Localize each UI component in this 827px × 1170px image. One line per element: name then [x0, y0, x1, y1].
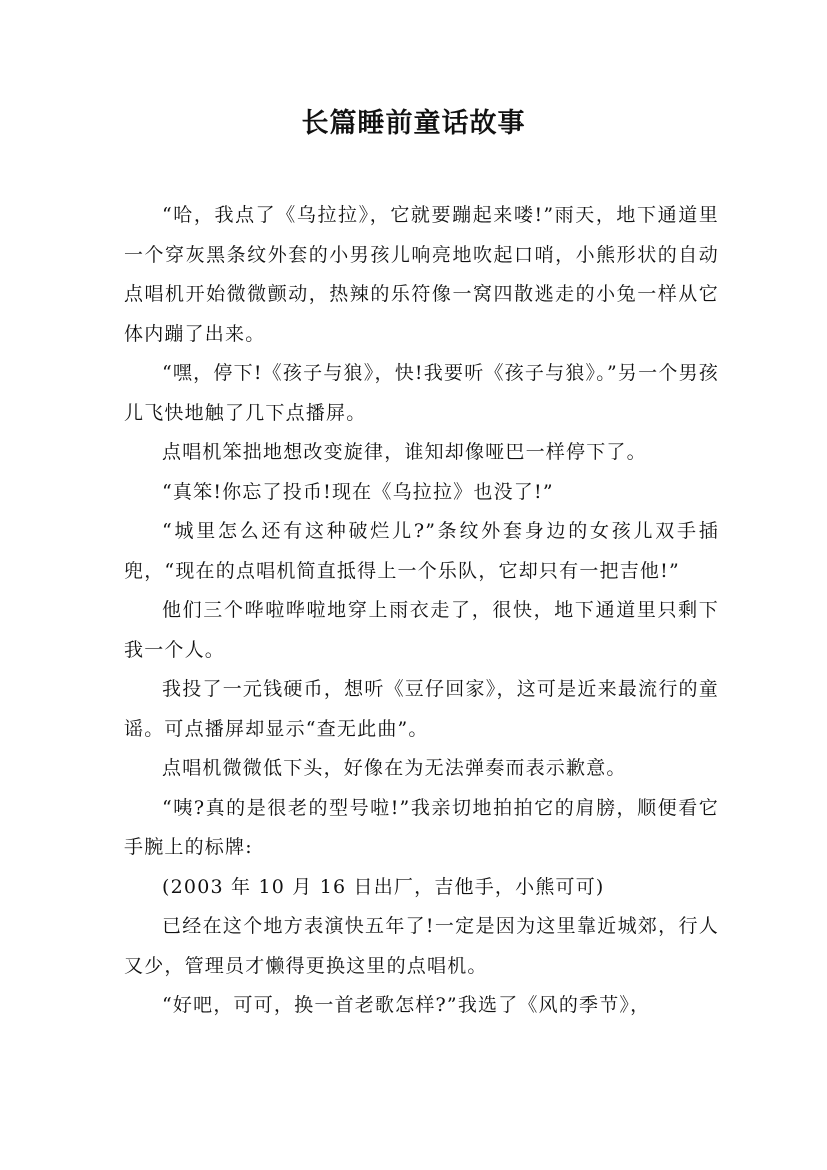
- paragraph: “真笨!你忘了投币!现在《乌拉拉》也没了!”: [162, 480, 554, 503]
- paragraph: 点唱机笨拙地想改变旋律，谁知却像哑巴一样停下了。: [162, 441, 647, 463]
- paragraph: 已经在这个地方表演快五年了!一定是因为这里靠近城郊，行人又少，管理员才懒得更换这里的点唱机。: [124, 915, 719, 977]
- paragraph: (2003 年 10 月 16 日出厂，吉他手，小熊可可): [162, 875, 605, 898]
- paragraph: “好吧，可可，换一首老歌怎样?”我选了《风的季节》，: [162, 994, 651, 1016]
- paragraph: 我投了一元钱硬币，想听《豆仔回家》，这可是近来最流行的童谣。可点播屏却显示“查无此曲”。: [124, 678, 719, 740]
- paragraph: “城里怎么还有这种破烂儿?”条纹外套身边的女孩儿双手插兜，“现在的点唱机简直抵得上一个乐队，它却只有一把吉他!”: [124, 520, 719, 582]
- paragraph: 他们三个哗啦哗啦地穿上雨衣走了，很快，地下通道里只剩下我一个人。: [124, 599, 719, 661]
- paragraph: 点唱机微微低下头，好像在为无法弹奏而表示歉意。: [162, 757, 627, 779]
- paragraph: “嘿，停下!《孩子与狼》，快!我要听《孩子与狼》。”另一个男孩儿飞快地触了几下点播屏。: [124, 362, 719, 424]
- story-body: [124, 196, 719, 1026]
- paragraph: “咦?真的是很老的型号啦!”我亲切地拍拍它的肩膀，顺便看它手腕上的标牌:: [124, 796, 719, 858]
- page-title: 长篇睡前童话故事: [301, 108, 526, 139]
- paragraph: “哈，我点了《乌拉拉》，它就要蹦起来喽!”雨天，地下通道里一个穿灰黑条纹外套的小男孩儿响亮地吹起口哨，小熊形状的自动点唱机开始微微颤动，热辣的乐符像一窝四散逃走的小兔一样从它体内蹦了出来。: [124, 204, 719, 345]
